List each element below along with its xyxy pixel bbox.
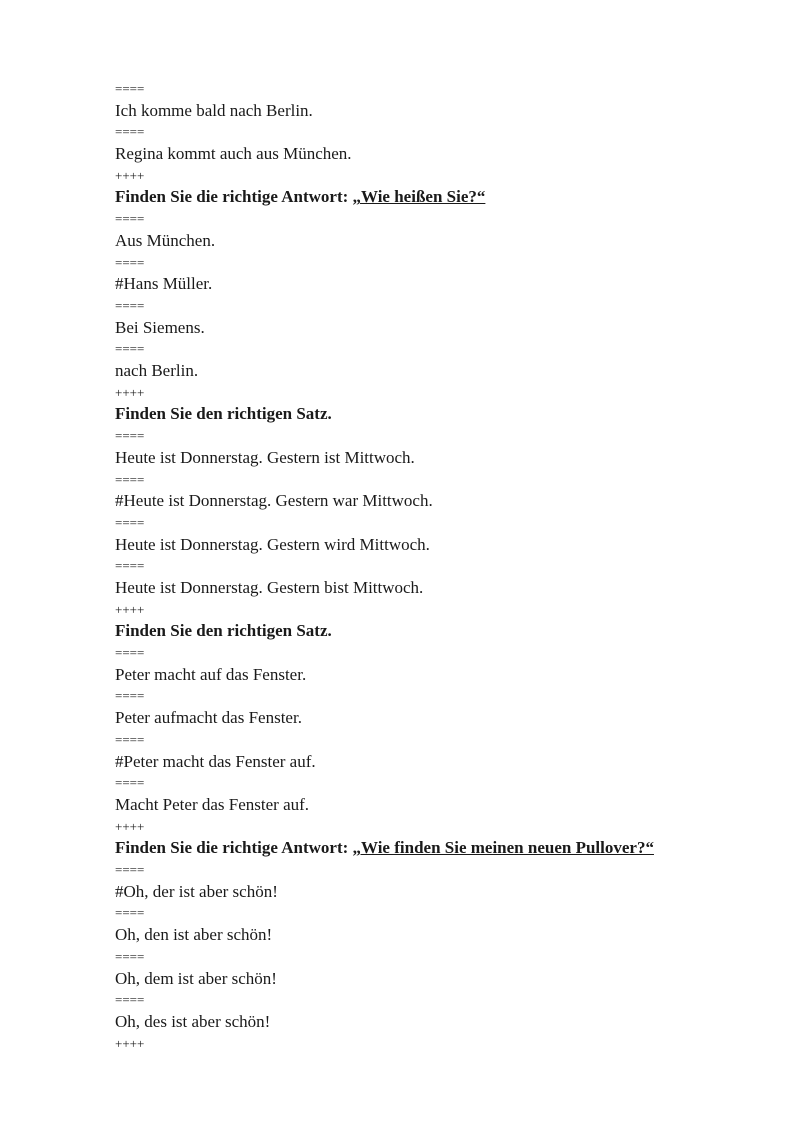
separator-line: ==== (115, 645, 145, 661)
separator-line: ==== (115, 341, 145, 357)
separator-line: ==== (115, 211, 145, 227)
separator-line: ==== (115, 775, 145, 791)
question-heading (115, 837, 755, 859)
answer-option: nach Berlin. (115, 361, 199, 381)
answer-option: Peter aufmacht das Fenster. (115, 708, 302, 728)
answer-option: Bei Siemens. (115, 317, 205, 337)
separator-line: ++++ (115, 167, 145, 183)
question-text: Finden Sie die richtige Antwort: (115, 838, 353, 858)
separator-line: ++++ (115, 818, 145, 834)
question-quote: „Wie heißen Sie?“ (352, 187, 486, 207)
answer-option: #Peter macht das Fenster auf. (115, 751, 316, 771)
separator-line: ==== (115, 688, 145, 704)
separator-line: ==== (115, 471, 145, 487)
separator-line: ++++ (115, 384, 145, 400)
question-text: Finden Sie den richtigen Satz. (115, 621, 332, 641)
answer-option: Aus München. (115, 230, 216, 250)
question-heading (115, 403, 755, 425)
separator-line: ==== (115, 124, 145, 140)
separator-line: ==== (115, 514, 145, 530)
answer-option: Heute ist Donnerstag. Gestern ist Mittwoch. (115, 447, 415, 467)
answer-option: Oh, dem ist aber schön! (115, 968, 277, 988)
separator-line: ++++ (115, 601, 145, 617)
answer-option: Peter macht auf das Fenster. (115, 664, 307, 684)
question-text: Finden Sie den richtigen Satz. (115, 404, 332, 424)
answer-option: #Oh, der ist aber schön! (115, 881, 278, 901)
separator-line: ==== (115, 254, 145, 270)
question-quote: „Wie finden Sie meinen neuen Pullover?“ (352, 838, 654, 858)
answer-option: Heute ist Donnerstag. Gestern bist Mittwoch. (115, 577, 424, 597)
separator-line: ==== (115, 558, 145, 574)
answer-option: #Hans Müller. (115, 274, 213, 294)
separator-line: ==== (115, 731, 145, 747)
answer-option: Oh, des ist aber schön! (115, 1011, 271, 1031)
answer-option: Regina kommt auch aus München. (115, 144, 352, 164)
separator-line: ==== (115, 948, 145, 964)
separator-line: ==== (115, 297, 145, 313)
separator-line: ==== (115, 428, 145, 444)
question-text: Finden Sie die richtige Antwort: (115, 187, 353, 207)
separator-line: ==== (115, 905, 145, 921)
document-page (115, 78, 755, 1054)
separator-line: ++++ (115, 1035, 145, 1051)
separator-line: ==== (115, 81, 145, 96)
separator-line: ==== (115, 992, 145, 1008)
answer-option: Ich komme bald nach Berlin. (115, 100, 313, 120)
question-heading (115, 620, 755, 642)
answer-option: Macht Peter das Fenster auf. (115, 794, 310, 814)
answer-option: Heute ist Donnerstag. Gestern wird Mittwoch. (115, 534, 430, 554)
answer-option: Oh, den ist aber schön! (115, 925, 273, 945)
question-heading (115, 186, 755, 208)
separator-line: ==== (115, 862, 145, 878)
answer-option: #Heute ist Donnerstag. Gestern war Mittwoch. (115, 491, 433, 511)
